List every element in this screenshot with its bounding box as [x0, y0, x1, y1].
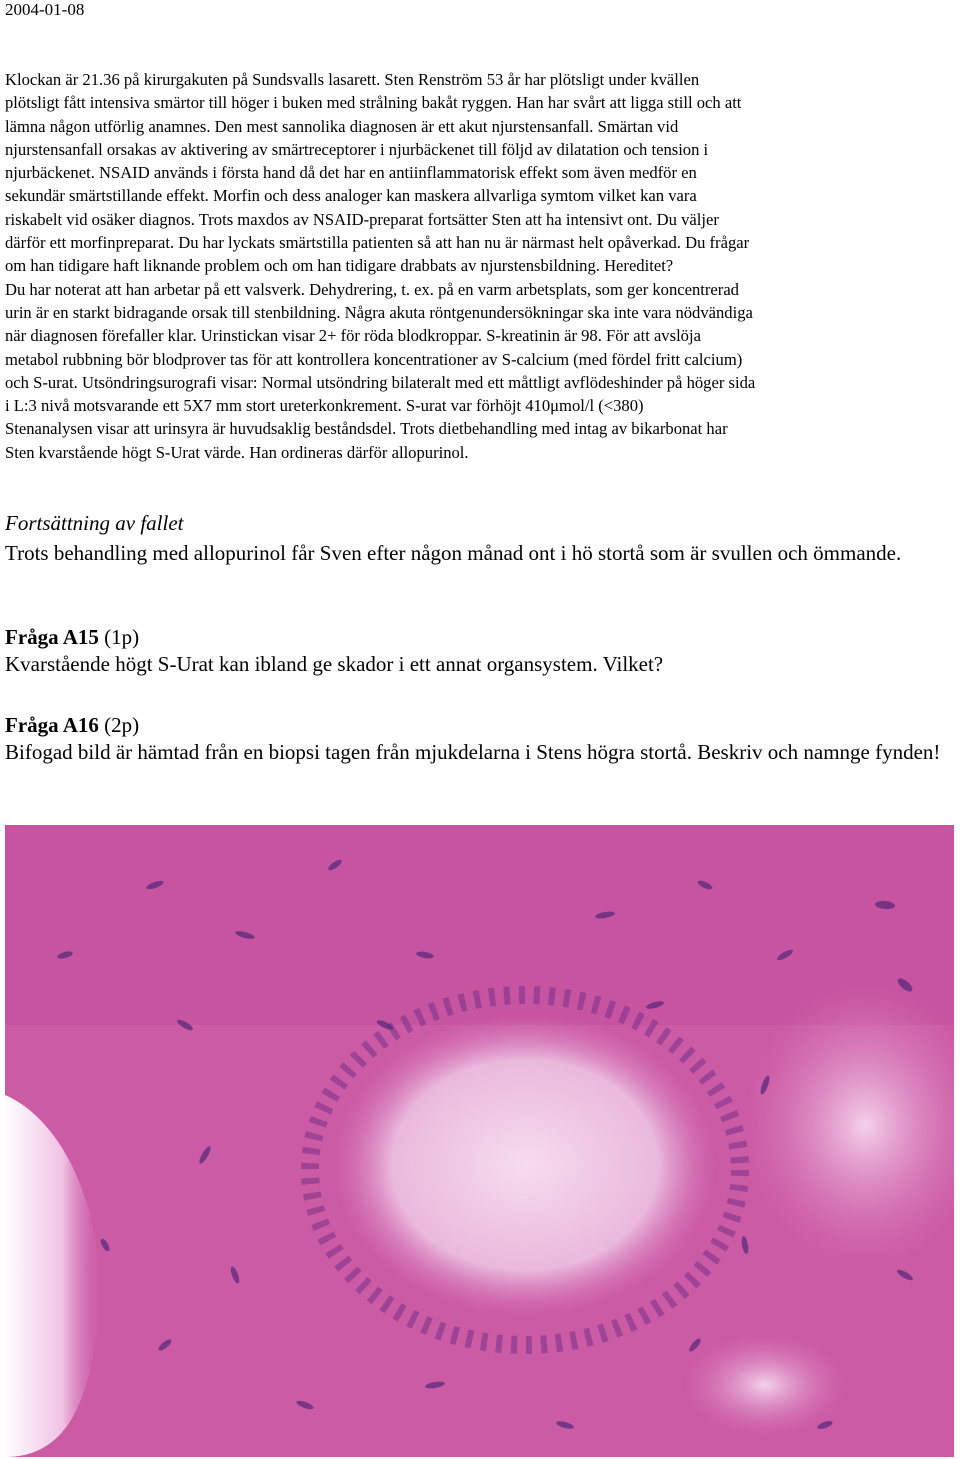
question-label: Fråga A16 [5, 713, 99, 737]
case-line: metabol rubbning bör blodprover tas för att kontrollera koncentrationer av S-calcium (med fördel fritt calcium) [5, 349, 743, 369]
biopsy-micrograph [5, 825, 954, 1457]
question-points: (1p) [98, 625, 140, 649]
question-label: Fråga A15 [5, 625, 99, 649]
case-line: plötsligt fått intensiva smärtor till höger i buken med strålning bakåt ryggen. Han har svårt att ligga still och att [5, 93, 742, 113]
case-line: Sten kvarstående högt S-Urat värde. Han ordineras därför allopurinol. [5, 442, 469, 462]
question-a15 [5, 624, 945, 678]
continuation-heading: Fortsättning av fallet [5, 511, 184, 535]
case-line: Klockan är 21.36 på kirurgakuten på Sundsvalls lasarett. Sten Renström 53 år har plötsligt under kvällen [5, 70, 700, 89]
case-line: njurstensanfall orsakas av aktivering av smärtreceptorer i njurbäckenet till följd av dilatation och tension i [5, 139, 709, 159]
case-line: sekundär smärtstillande effekt. Morfin och dess analoger kan maskera allvarliga symtom vilket kan vara [5, 186, 697, 206]
question-a16 [5, 712, 945, 766]
case-line: njurbäckenet. NSAID används i första hand då det har en antiinflammatorisk effekt som även medför en [5, 163, 697, 183]
tophus-deposit [335, 1015, 715, 1315]
case-line: om han tidigare haft liknande problem och om han tidigare drabbats av njurstensbildning. Hereditet? [5, 256, 674, 276]
case-line: därför ett morfinpreparat. Du har lyckats smärtstilla patienten så att han nu är närmast helt opåverkad. Du frågar [5, 233, 750, 253]
case-line: riskabelt vid osäker diagnos. Trots maxdos av NSAID-preparat fortsätter Sten att ha intensivt ont. Du väljer [5, 209, 719, 229]
tophus-deposit-bottom [685, 1335, 845, 1435]
case-line: när diagnosen förefaller klar. Urinstickan visar 2+ för röda blodkroppar. S-kreatinin är 98. För att avslöja [5, 326, 701, 346]
question-title [5, 624, 945, 651]
document-date: 2004-01-08 [5, 0, 85, 19]
continuation-text: Trots behandling med allopurinol får Sven efter någon månad ont i hö stortå som är svullen och ömmande. [5, 541, 902, 565]
question-text: Kvarstående högt S-Urat kan ibland ge skador i ett annat organsystem. Vilket? [5, 652, 664, 676]
question-text: Bifogad bild är hämtad från en biopsi tagen från mjukdelarna i Stens högra stortå. Beskriv och namnge fynden! [5, 740, 941, 764]
case-line: Du har noterat att han arbetar på ett valsverk. Dehydrering, t. ex. på en varm arbetsplats, som ger koncentrerad [5, 279, 739, 299]
case-line: lämna någon utförlig anamnes. Den mest sannolika diagnosen är ett akut njurstensanfall. Smärtan vid [5, 116, 679, 136]
case-line: urin är en starkt bidragande orsak till stenbildning. Några akuta röntgenundersökningar ska inte vara nödvändiga [5, 302, 753, 322]
case-line: Stenanalysen visar att urinsyra är huvudsaklig beståndsdel. Trots dietbehandling med intag av bikarbonat har [5, 419, 728, 439]
case-description [5, 68, 953, 464]
case-line: i L:3 nivå motsvarande ett 5X7 mm stort ureterkonkrement. S-urat var förhöjt 410μmol/l (<380) [5, 396, 644, 416]
case-line: och S-urat. Utsöndringsurografi visar: Normal utsöndring bilateralt med ett måttligt avflödeshinder på höger sida [5, 372, 756, 392]
question-points: (2p) [98, 713, 140, 737]
question-title [5, 712, 945, 739]
